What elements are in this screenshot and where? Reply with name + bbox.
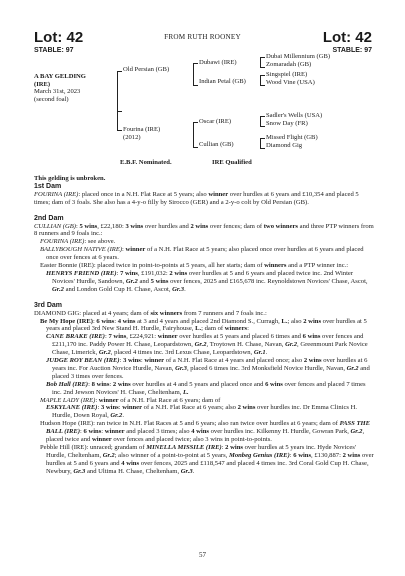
stable-number-right: STABLE: 97 <box>332 47 372 54</box>
third-dam-produce-3: Hudson Hope (IRE): ran twice in N.H. Flat Races at 5 and 6 years; also ran twice over hurdles at 6 years; dam of PASS THE BALL (IRE): 6 wins: winner and placed 3 times; also 4 wins over hurdles inc. Kilkenny H. Hurdle, Gowran Park, Gr.2, placed twice and winner over fences and placed twice; also 3 wins in point-to-points. <box>40 420 371 444</box>
second-dam-produce-3a: HENRYS FRIEND (IRE): 7 wins, £191,032: 2 wins over hurdles at 5 and 6 years and placed twice inc. 2nd Winter Novices' Hurdle, Sandown, Gr.2 and 5 wins over fences, 2025 and £165,678 inc. Reynoldstown Novices' Chase, Ascot, Gr.2 and London Gold Cup H. Chase, Ascot, Gr.3. <box>46 269 368 293</box>
pedigree-bracket-dam <box>193 122 198 148</box>
second-dam-text: CULLIAN (GB): 5 wins, £22,180: 3 wins over hurdles and 2 wins over fences; dam of two winners and three PTP winners from 8 runners and 9 foals inc.: <box>34 222 374 238</box>
third-dam-produce-4: Pebble Hill (IRE): unraced; grandam of MINELLA MISSILE (IRE): 2 wins over hurdles at 5 years inc. Hyde Novices' Hurdle, Cheltenham, Gr.2; also winner of a point-to-point at 5 years, Monbeg Genius (IRE): 6 wins, £130,887: 2 wins over hurdles at 5 and 6 years and 4 wins over fences, 2025 and £118,547 and placed 4 times inc. 3rd Coral Gold Cup H. Chase, Newbury, Gr.3 and Ultima H. Chase, Cheltenham, Gr.3. <box>40 444 374 475</box>
dam-sire-dam: Snow Day (FR) <box>266 120 308 127</box>
horse-name: A BAY GELDING <box>34 73 86 80</box>
page-number: 57 <box>199 551 206 559</box>
unbroken-note: This gelding is unbroken. <box>34 175 106 182</box>
second-dam-produce-3: Easter Bonnie (IRE): placed twice in point-to-points at 5 years, all her starts; dam of winners and a PTP winner inc.: <box>40 262 349 270</box>
pedigree-bracket-sd <box>260 75 265 86</box>
consignor: FROM RUTH ROONEY <box>164 33 241 41</box>
pedigree-notes <box>34 175 374 476</box>
third-dam-produce-1c: Bob Hall (IRE): 8 wins: 2 wins over hurdles at 4 and 5 years and placed once and 6 wins over fences and placed 7 times inc. 2nd Jewson Novices' H. Chase, Cheltenham, L. <box>46 380 366 396</box>
dam-dam-sire: Missed Flight (GB) <box>266 134 318 141</box>
third-dam-produce-2: MAPLE LADY (IRE): winner of a N.H. Flat Race at 6 years; dam of <box>40 396 221 404</box>
third-dam-text: DIAMOND GIG: placed at 4 years; dam of six winners from 7 runners and 7 foals inc.: <box>34 309 267 317</box>
horse-country: (IRE) <box>34 80 51 88</box>
pedigree-bracket-dd <box>260 138 265 149</box>
sire: Old Persian (GB) <box>123 66 170 73</box>
dam-sire: Oscar (IRE) <box>199 118 232 125</box>
pedigree-bracket-ss <box>260 57 265 68</box>
dam-dam-dam: Diamond Gig <box>266 142 303 149</box>
sire-dam: Indian Petal (GB) <box>199 78 246 85</box>
ire-qualified: IRE Qualified <box>212 159 252 166</box>
first-dam-text: FOURINA (IRE): placed once in a N.H. Flat Race at 5 years; also winner over hurdles at 6 years and £10,354 and placed 5 times; dam of 3 foals. She also has a 4-y-o filly by Sirocco (GER) and a 2-y-o colt by Old Persian (GB). <box>34 190 359 206</box>
horse-dob: March 31st, 2023 <box>34 88 81 96</box>
dam-dam: Cullian (GB) <box>199 141 234 148</box>
second-dam-produce-1: FOURINA (IRE): see above. <box>40 238 116 246</box>
horse-identity <box>34 73 86 103</box>
dam: Fourina (IRE) <box>123 126 161 133</box>
section-third-dam: 3rd Dam <box>34 301 63 309</box>
dam-sire-sire: Sadler's Wells (USA) <box>266 112 323 119</box>
lot-number-left: Lot: 42 <box>34 29 84 46</box>
second-dam-produce-2: BALLYBOUGH NATIVE (IRE): winner of a N.H. Flat Race at 5 years; also placed once over hurdles at 6 years and placed once over fences at 6 years. <box>40 246 364 262</box>
section-second-dam: 2nd Dam <box>34 214 64 222</box>
section-first-dam: 1st Dam <box>34 182 62 190</box>
sire-sire-sire: Dubai Millennium (GB) <box>266 53 331 60</box>
stable-number-left: STABLE: 97 <box>34 47 74 54</box>
third-dam-produce-2a: ESKYLANE (IRE): 3 wins: winner of a N.H. Flat Race at 6 years; also 2 wins over hurdles inc. Dr Emma Clinics H. Hurdle, Down Royal, Gr.2. <box>46 404 358 420</box>
sire-dam-dam: Wood Vine (USA) <box>266 79 315 86</box>
sire-sire-dam: Zomaradah (GB) <box>266 61 312 68</box>
sire-sire: Dubawi (IRE) <box>199 59 237 66</box>
third-dam-produce-1a: CANE BRAKE (IRE): 7 wins, £224,921: winner over hurdles at 5 years and placed 6 times and 6 wins over fences and £211,170 inc. Paddy Power H. Chase, Leopardstown, Gr.2, Troytown H. Chase, Navan, Gr.2, Greenmount Park Novice Chase, Limerick, Gr.2, placed 4 times inc. 3rd Lexus Chase, Leopardstown, Gr.1. <box>46 333 368 357</box>
dam-year: (2012) <box>123 134 141 141</box>
third-dam-produce-1: Be My Hope (IRE): 6 wins: 4 wins at 3 and 4 years and placed 2nd Diamond S., Curragh, L.; also 2 wins over hurdles at 5 years and placed 3rd New Stand H. Hurdle, Fairyhouse, L.; dam of winners: <box>40 317 367 333</box>
third-dam-produce-1b: JUDGE ROY BEAN (IRE): 3 wins: winner of a N.H. Flat Race at 4 years and placed once; also 2 wins over hurdles at 6 years inc. For Auction Novice Hurdle, Navan, Gr.3, placed 6 times inc. 3rd Monksfield Novice Hurdle, Navan, Gr.2 and placed 3 times over fences. <box>46 357 370 380</box>
pedigree-bracket-ds <box>260 116 265 127</box>
horse-foal-number: (second foal) <box>34 95 69 103</box>
ebf-nominated: E.B.F. Nominated. <box>120 159 172 166</box>
pedigree-bracket-main-bottom <box>117 92 122 131</box>
pedigree-bracket-sire <box>193 63 198 86</box>
sire-dam-sire: Singspiel (IRE) <box>266 71 308 78</box>
lot-number-right: Lot: 42 <box>322 29 372 46</box>
